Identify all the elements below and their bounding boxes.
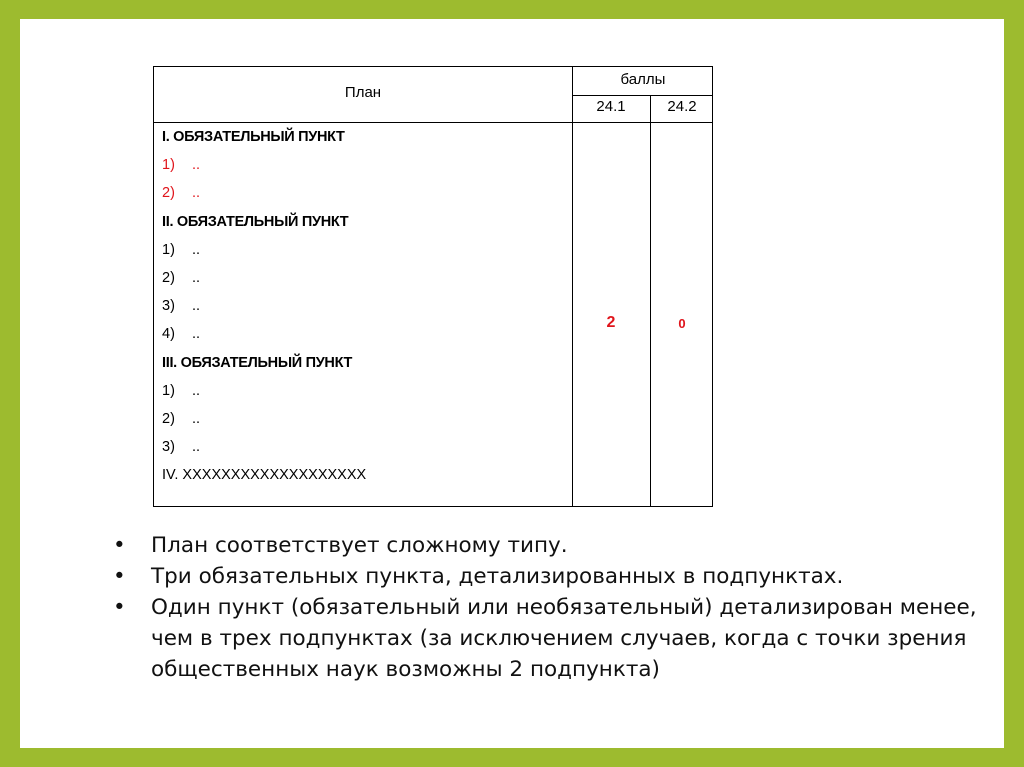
plan-line: [162, 154, 366, 182]
bullet-item: [113, 561, 993, 592]
table-divider: [572, 67, 573, 506]
plan-header: План: [344, 84, 382, 101]
plan-list: [162, 126, 366, 492]
plan-line: [162, 239, 366, 267]
score-value: 0: [678, 316, 686, 331]
plan-line-text: ..: [192, 185, 201, 202]
plan-line: [162, 352, 366, 380]
plan-line-text: ..: [192, 326, 201, 343]
table-divider: [650, 95, 651, 506]
plan-line: [162, 323, 366, 351]
plan-line-number: 1): [162, 382, 175, 399]
bullet-list: [113, 530, 993, 685]
plan-line-number: 4): [162, 326, 175, 343]
bullet-text: Три обязательных пункта, детализированных в подпунктах.: [151, 564, 844, 589]
plan-line-text: II. ОБЯЗАТЕЛЬНЫЙ ПУНКТ: [162, 213, 349, 230]
score-column-header: 24.2: [667, 98, 697, 115]
plan-line-number: 2): [162, 185, 175, 202]
plan-line-text: ..: [192, 241, 201, 258]
plan-line: [162, 380, 366, 408]
bullet-item: [113, 530, 993, 561]
plan-line: [162, 464, 366, 492]
plan-line-text: ..: [192, 382, 201, 399]
plan-line: [162, 126, 366, 154]
plan-line: [162, 182, 366, 210]
plan-line-text: ..: [192, 269, 201, 286]
plan-line-number: 3): [162, 298, 175, 315]
plan-line-number: 2): [162, 410, 175, 427]
plan-line-text: ..: [192, 298, 201, 315]
plan-line-number: 1): [162, 241, 175, 258]
table-divider: [572, 95, 712, 96]
bullet-marker: •: [113, 595, 126, 620]
score-column-header: 24.1: [596, 98, 626, 115]
bullet-marker: •: [113, 533, 126, 558]
plan-line-text: III. ОБЯЗАТЕЛЬНЫЙ ПУНКТ: [162, 354, 353, 371]
score-value: 2: [606, 314, 616, 331]
plan-line: [162, 408, 366, 436]
table-divider: [154, 122, 712, 123]
plan-line-text: ..: [192, 157, 201, 174]
plan-line: [162, 436, 366, 464]
plan-line-text: IV. ХХХХХХХХХХХХХХХХХХХ: [162, 467, 367, 484]
plan-line-number: 3): [162, 439, 175, 456]
plan-line: [162, 267, 366, 295]
plan-table: [153, 66, 713, 507]
plan-line-text: ..: [192, 439, 201, 456]
bullet-text: Один пункт (обязательный или необязательный) детализирован менее, чем в трех подпунктах (за исключением случаев, когда с точки зрения общественных наук возможны 2 подпункта): [151, 595, 977, 682]
plan-line-text: I. ОБЯЗАТЕЛЬНЫЙ ПУНКТ: [162, 129, 345, 145]
plan-line: [162, 211, 366, 239]
plan-line-text: ..: [192, 410, 201, 427]
bullet-marker: •: [113, 564, 126, 589]
bullet-item: [113, 592, 993, 685]
scores-header: баллы: [620, 71, 666, 88]
plan-line-number: 2): [162, 269, 175, 286]
plan-line: [162, 295, 366, 323]
plan-line-number: 1): [162, 157, 175, 174]
bullet-text: План соответствует сложному типу.: [151, 533, 568, 558]
